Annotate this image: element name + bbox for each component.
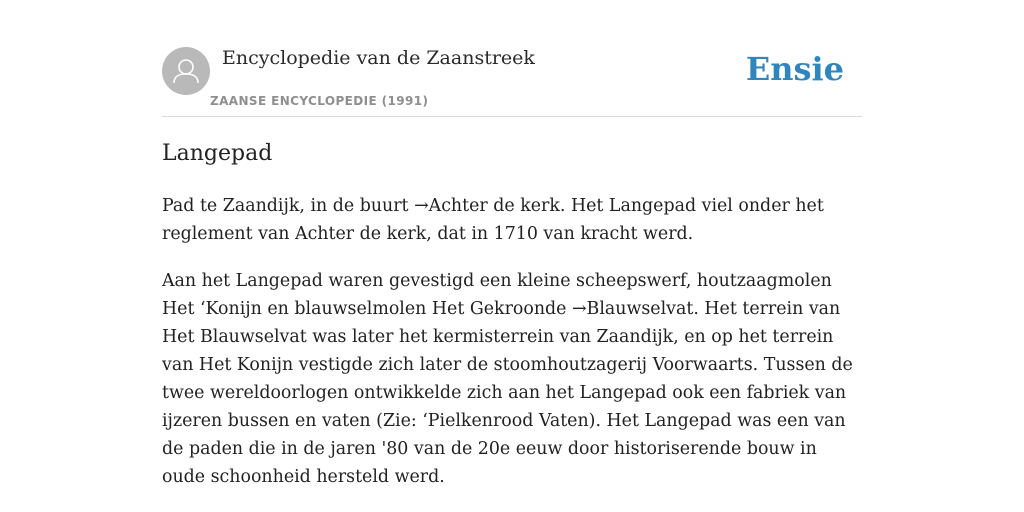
source-subtitle: ZAANSE ENCYCLOPEDIE (1991): [210, 94, 429, 108]
paragraph-text: Pad te Zaandijk, in de buurt: [162, 196, 415, 216]
article: [162, 138, 862, 491]
paragraph-text: . Het Langepad viel onder het reglement van Achter de kerk, dat in 1710 van kracht werd.: [162, 196, 824, 244]
page-header: [162, 40, 862, 117]
link-achter-de-kerk[interactable]: →Achter de kerk: [414, 196, 560, 216]
article-title: Langepad: [162, 141, 273, 166]
source-title[interactable]: Encyclopedie van de Zaanstreek: [222, 47, 535, 69]
source-avatar[interactable]: [162, 47, 210, 95]
brand-logo[interactable]: Ensie: [745, 50, 844, 88]
article-paragraph-1: [162, 192, 862, 248]
paragraph-text: Aan het Langepad waren gevestigd een kleine scheepswerf, houtzaagmolen Het ‘Konijn en blauwselmolen Het Gekroonde: [162, 271, 832, 319]
user-icon: [162, 47, 210, 95]
article-paragraph-2: [162, 267, 862, 491]
paragraph-text: . Het terrein van Het Blauwselvat was later het kermisterrein van Zaandijk, en op het terrein van Het Konijn vestigde zich later de stoomhoutzagerij Voorwaarts. Tussen de twee wereldoorlogen ontwikkelde zich aan het Langepad ook een fabriek van ijzeren bussen en vaten (Zie: ‘Pielkenrood Vaten). Het Langepad was een van de paden die in de jaren '80 van de 20e eeuw door historiserende bouw in oude schoonheid hersteld werd.: [162, 299, 853, 487]
link-blauwselvat[interactable]: →Blauwselvat: [571, 299, 694, 319]
